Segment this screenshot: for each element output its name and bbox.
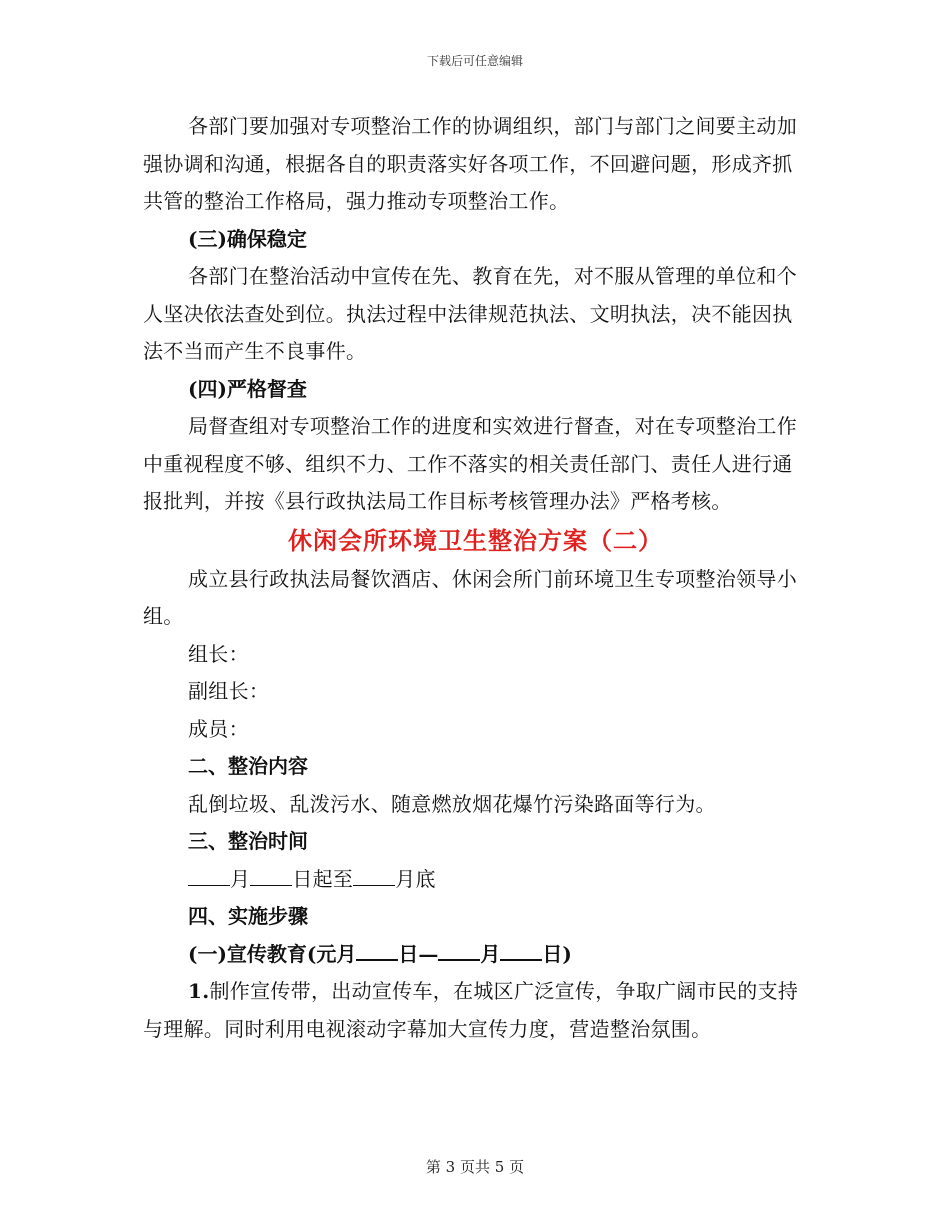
step1-text-a: (一)宣传教育(元月 [188,941,357,966]
step1-text-d: 日) [542,941,572,966]
step1-text-c: 月 [480,941,501,966]
paragraph-inspection: 局督查组对专项整治工作的进度和实效进行督查，对在专项整治工作中重视程度不够、组织不力、工作不落实的相关责任部门、责任人进行通报批判，并按《县行政执法局工作目标考核管理办法》严格考核。 [143,414,797,513]
step1-text-b: 日— [398,941,439,966]
page-footer: 第 3 页共 5 页 [425,1158,525,1176]
paragraph-leadership-group: 成立县行政执法局餐饮酒店、休闲会所门前环境卫生专项整治领导小组。 [143,566,797,628]
page-header: 下载后可任意编辑 [426,54,523,68]
item-number: 1. [188,979,210,1003]
paragraph-content: 乱倒垃圾、乱泼污水、随意燃放烟花爆竹污染路面等行为。 [188,791,716,816]
heading-time: 三、整治时间 [188,829,308,853]
heading-ensure-stability: (三)确保稳定 [188,226,307,251]
deputy-leader-line: 副组长： [188,679,270,703]
paragraph-stability: 各部门在整治活动中宣传在先、教育在先，对不服从管理的单位和个人坚决依法查处到位。执法过程中法律规范执法、文明执法，决不能因执法不当而产生不良事件。 [143,264,797,363]
blank-line [438,958,480,961]
blank-line [250,884,292,886]
time-line [143,861,808,899]
members-line: 成员： [188,716,249,741]
blank-line [188,884,230,886]
paragraph-coordination: 各部门要加强对专项整治工作的协调组织，部门与部门之间要主动加强协调和沟通，根据各自的职责落实好各项工作，不回避问题，形成齐抓共管的整治工作格局，强力推动专项整治工作。 [143,114,797,213]
heading-strict-inspection: (四)严格督查 [188,376,307,401]
time-month-end-text: 月底 [395,866,436,891]
heading-steps: 四、实施步骤 [188,904,308,928]
paragraph-publicity-item1 [143,973,808,1048]
item1-text: 制作宣传带，出动宣传车，在城区广泛宣传，争取广阔市民的支持与理解。同时利用电视滚动字幕加大宣传力度，营造整治氛围。 [143,979,799,1041]
heading-content: 二、整治内容 [188,754,308,778]
blank-line [500,958,542,961]
time-day-text: 日起至 [292,866,354,891]
heading-step-publicity [143,936,808,974]
leader-line: 组长： [188,641,249,666]
document-title: 休闲会所环境卫生整治方案（二） [288,525,663,555]
time-month-text: 月 [230,866,251,891]
blank-line [353,884,395,886]
blank-line [356,958,398,961]
document-body [143,108,808,1048]
